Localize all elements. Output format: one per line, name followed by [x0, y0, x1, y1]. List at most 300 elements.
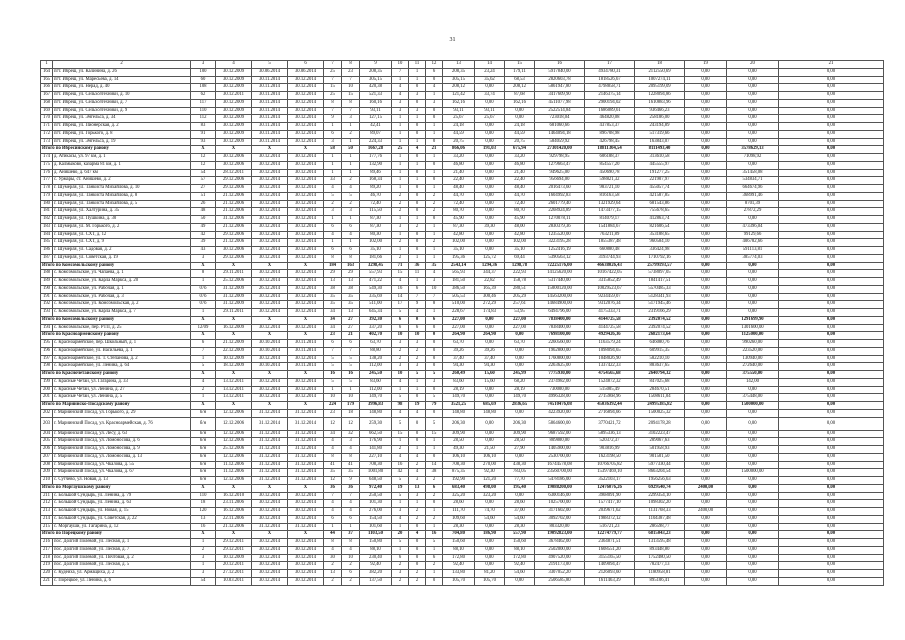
table-cell: 1667,28 — [360, 146, 392, 154]
table-cell: с. Урмары, ст. Анишево, д. 2 — [53, 177, 191, 185]
table-cell: 0,00 — [685, 469, 727, 477]
table-cell: 28,30 — [443, 523, 475, 531]
table-cell: б/н — [191, 469, 216, 477]
table-cell: 0,00 — [727, 161, 779, 169]
table-cell: 375448,00 — [727, 394, 779, 402]
table-cell: 92,40 — [360, 562, 392, 570]
table-cell: 169 — [41, 107, 53, 115]
table-cell: 35,10 — [505, 247, 535, 255]
table-cell: 181,50 — [443, 278, 475, 286]
table-cell: 29.12.2006 — [216, 177, 252, 185]
table-cell: 30.12.2014 — [252, 200, 288, 208]
table-cell: с. Комсомольское, ул. Карла Маркса, д. 20 — [53, 278, 191, 286]
table-cell: 222,93 — [505, 270, 535, 278]
table-cell: 305,15 — [443, 76, 475, 84]
table-cell: с. Красные Четаи, ул. Ленина, д. 27 — [53, 386, 191, 394]
table-cell: 2 — [392, 239, 409, 247]
table-cell: 1294,36 — [475, 262, 505, 270]
table-cell: 3 — [191, 254, 216, 262]
table-row — [41, 301, 884, 309]
table-cell: 0,00 — [685, 332, 727, 340]
table-cell: 16 — [342, 371, 360, 379]
table-cell: 27301420,00 — [535, 146, 585, 154]
table-cell: г. Мариинский Посад, ул. Чкалова, д. 67 — [53, 469, 191, 477]
table-cell: 1 — [409, 278, 426, 286]
table-cell: 2 — [426, 239, 443, 247]
table-cell: 71 — [392, 262, 409, 270]
table-cell: 4 — [426, 270, 443, 278]
table-cell: 3 — [191, 570, 216, 578]
table-cell: 0,00 — [727, 285, 779, 293]
table-cell: 212 — [41, 500, 53, 508]
table-cell: X — [191, 146, 216, 154]
table-cell: 154,50 — [360, 515, 392, 523]
table-cell: 0,00 — [779, 115, 884, 123]
table-cell: 0 — [426, 332, 443, 340]
table-cell: 30.12.2009 — [216, 138, 252, 146]
table-row — [41, 200, 884, 208]
table-cell: 2 — [392, 577, 409, 585]
table-cell: 0,00 — [727, 430, 779, 438]
table-cell: 0 — [409, 523, 426, 531]
table-cell: 1 — [191, 539, 216, 547]
table-cell: 5 — [342, 192, 360, 200]
table-cell: 28,50 — [505, 438, 535, 446]
table-cell: 0 — [409, 192, 426, 200]
table-cell: 1 — [392, 161, 409, 169]
table-cell: 173 — [41, 138, 53, 146]
table-cell: 1 — [426, 223, 443, 231]
table-cell: X — [252, 146, 288, 154]
table-cell: 31.12.2014 — [252, 469, 288, 477]
table-cell: 2 — [426, 192, 443, 200]
table-cell: 31.12.2014 — [288, 417, 324, 430]
table-cell: 5390563,12 — [535, 254, 585, 262]
table-cell: 3 — [409, 492, 426, 500]
table-cell: 39,30 — [475, 223, 505, 231]
table-cell: 106,10 — [443, 453, 475, 461]
table-cell: 12 — [324, 417, 342, 430]
table-cell: 93 — [191, 138, 216, 146]
table-cell: 10.12.2009 — [216, 355, 252, 363]
table-cell: 0,00 — [779, 208, 884, 216]
table-cell: 2601779,40 — [535, 200, 585, 208]
table-cell: 5 — [392, 492, 409, 500]
table-cell: 5 — [324, 378, 342, 386]
table-cell: 35,10 — [443, 247, 475, 255]
table-cell: 0,00 — [685, 355, 727, 363]
table-cell: 72,40 — [443, 200, 475, 208]
table-cell: б/н — [191, 417, 216, 430]
table-cell: 219 — [41, 562, 53, 570]
table-cell: 309,90 — [505, 430, 535, 438]
table-cell: г. Мариинский Посад, ул. Красноармейская, д. 76 — [53, 417, 191, 430]
table-cell: 192,90 — [443, 477, 475, 485]
table-cell: 6 — [324, 515, 342, 523]
table-cell: 24995385,82 — [635, 402, 685, 410]
table-cell: 0,00 — [727, 577, 779, 585]
table-cell: 10 — [392, 332, 409, 340]
table-cell: 93,11 — [475, 107, 505, 115]
table-row — [41, 570, 884, 578]
table-cell: 12.12.2006 — [216, 477, 252, 485]
table-cell: 0,00 — [779, 523, 884, 531]
table-cell: 1 — [342, 386, 360, 394]
table-cell: 30.12.2014 — [288, 546, 324, 554]
table-cell: 0,00 — [779, 76, 884, 84]
table-cell: 0,00 — [727, 417, 779, 430]
table-cell: 0,00 — [727, 570, 779, 578]
table-cell: 245,50 — [360, 371, 392, 379]
table-cell: 132,90 — [360, 161, 392, 169]
table-cell: 260,49 — [443, 371, 475, 379]
table-cell: 23560700,00 — [535, 469, 585, 477]
table-cell: 7775930,00 — [535, 371, 585, 379]
table-cell: 12.12.2006 — [216, 453, 252, 461]
table-cell: 0,00 — [685, 107, 727, 115]
table-cell: 29.11.2011 — [216, 270, 252, 278]
table-cell: 30.12.2014 — [252, 301, 288, 309]
table-cell: 63,70 — [360, 340, 392, 348]
table-cell: 83 — [191, 123, 216, 131]
table-body — [41, 61, 884, 586]
table-cell: 30.12.2014 — [288, 301, 324, 309]
table-cell: 30.12.2014 — [252, 154, 288, 162]
table-cell: 206,30 — [443, 417, 475, 430]
table-cell: X — [252, 332, 288, 340]
table-cell: 31.12.2014 — [252, 430, 288, 438]
table-cell: 0,00 — [779, 417, 884, 430]
table-cell: 803320,00 — [535, 523, 585, 531]
table-cell: 2094178,28 — [635, 417, 685, 430]
table-cell: 0,00 — [779, 453, 884, 461]
table-cell: 83,60 — [360, 378, 392, 386]
table-cell: 31.12.2014 — [288, 477, 324, 485]
table-cell: 313610,58 — [635, 154, 685, 162]
table-cell: 2820603,78 — [535, 76, 585, 84]
table-cell: 1608551,20 — [585, 546, 635, 554]
table-cell: 30.12.2014 — [288, 492, 324, 500]
table-cell: 45036392,44 — [585, 402, 635, 410]
table-cell: 704,80 — [443, 531, 475, 539]
table-cell: 36 — [342, 484, 360, 492]
table-cell: 0 — [426, 409, 443, 417]
table-cell: 230,40 — [360, 554, 392, 562]
table-cell: 0 — [426, 386, 443, 394]
table-row — [41, 76, 884, 84]
table-cell: 48 — [191, 208, 216, 216]
table-cell: 2 — [191, 546, 216, 554]
table-row — [41, 430, 884, 438]
table-cell: 0,00 — [685, 546, 727, 554]
table-cell: 3 — [409, 107, 426, 115]
table-cell: 2191173,00 — [535, 562, 585, 570]
table-cell: 0,00 — [727, 278, 779, 286]
table-cell: 6929540,74 — [635, 484, 685, 492]
table-cell: 1321929,64 — [585, 200, 635, 208]
table-cell: 257,61 — [505, 301, 535, 309]
table-cell: X — [191, 402, 216, 410]
table-cell: 48,40 — [443, 185, 475, 193]
table-cell: с. Красноармейское, пер. Школьный, д. 1 — [53, 340, 191, 348]
table-cell: 2 — [324, 577, 342, 585]
table-cell: 158,78 — [505, 278, 535, 286]
table-cell: 51 — [191, 192, 216, 200]
table-cell: 3298,45 — [360, 262, 392, 270]
table-cell: 89,20 — [360, 185, 392, 193]
table-cell: 646080,76 — [635, 340, 685, 348]
table-cell: 14684900,00 — [535, 301, 585, 309]
table-cell: 0,00 — [779, 99, 884, 107]
table-cell: 0,00 — [475, 562, 505, 570]
table-cell: 1301600,00 — [727, 324, 779, 332]
table-cell: 120 — [191, 508, 216, 516]
table-cell: 1 — [426, 508, 443, 516]
table-row — [41, 285, 884, 293]
table-cell: 38 — [342, 285, 360, 293]
table-cell: 22.11.2006 — [216, 515, 252, 523]
table-cell: 0,00 — [779, 293, 884, 301]
table-row — [41, 270, 884, 278]
table-cell: 141,80 — [360, 446, 392, 454]
table-cell: 30.12.2014 — [252, 386, 288, 394]
table-row — [41, 508, 884, 516]
table-cell: Итого по Комсомольскому району — [41, 262, 191, 270]
table-cell: 5128341,93 — [635, 293, 685, 301]
table-cell: 10.03.2011 — [216, 577, 252, 585]
table-cell: 325,20 — [443, 492, 475, 500]
table-cell: 1098094,65 — [585, 347, 635, 355]
table-cell: 1 — [426, 92, 443, 100]
table-cell: пгт. Ибреш, ул. Энгельса, д. 34 — [53, 115, 191, 123]
table-cell: 30.12.2014 — [288, 76, 324, 84]
table-cell: 16 — [324, 371, 342, 379]
table-cell: 203 — [41, 417, 53, 430]
table-cell: 54,60 — [505, 570, 535, 578]
table-cell: 30.12.2014 — [252, 355, 288, 363]
table-cell: 406782,66 — [727, 239, 779, 247]
table-cell: 0,00 — [779, 107, 884, 115]
table-cell: 2016473,60 — [535, 185, 585, 193]
table-cell: 4 — [392, 515, 409, 523]
table-cell: 0,00 — [685, 208, 727, 216]
table-cell: 68,53 — [505, 76, 535, 84]
table-cell: 34 — [324, 324, 342, 332]
table-cell: 0,00 — [727, 500, 779, 508]
table-cell: 30.12.2014 — [288, 192, 324, 200]
table-cell: 1228094,86 — [635, 92, 685, 100]
table-cell: 0,00 — [779, 130, 884, 138]
table-cell: 167 — [41, 92, 53, 100]
table-cell: 32 — [342, 430, 360, 438]
district-total-row — [41, 371, 884, 379]
table-cell: 11.12.2006 — [216, 469, 252, 477]
table-cell: 191,03 — [475, 146, 505, 154]
table-cell: 284670,51 — [635, 386, 685, 394]
table-cell: 0,00 — [685, 293, 727, 301]
table-cell: 30.12.2009 — [216, 84, 252, 92]
table-cell: г. Шумерля, ул. Советская, д. 19 — [53, 254, 191, 262]
table-cell: 1180958,81 — [635, 570, 685, 578]
table-cell: 30.12.2009 — [216, 115, 252, 123]
table-cell: 245,99 — [505, 371, 535, 379]
table-cell: 25 — [324, 92, 342, 100]
table-cell: 280,51 — [505, 285, 535, 293]
table-cell: 2146375,14 — [585, 92, 635, 100]
table-cell: 2522514,84 — [535, 107, 585, 115]
table-cell: 0,00 — [685, 154, 727, 162]
table-cell: 0,00 — [475, 99, 505, 107]
table-cell: 2 — [426, 477, 443, 485]
table-cell: 88,10 — [505, 546, 535, 554]
table-cell: 0,00 — [475, 430, 505, 438]
table-cell: 42,41 — [360, 123, 392, 131]
table-cell: 5 — [426, 417, 443, 430]
table-cell: 1 — [426, 546, 443, 554]
table-cell: 25 — [324, 68, 342, 76]
table-cell: 190 — [41, 285, 53, 293]
table-cell: 6 — [324, 340, 342, 348]
table-cell: 0,00 — [685, 409, 727, 417]
table-cell: 2543,14 — [443, 262, 475, 270]
table-cell: 1500000,00 — [727, 402, 779, 410]
table-cell: 0,00 — [779, 324, 884, 332]
table-cell: 0,00 — [475, 161, 505, 169]
table-cell: 19 — [409, 402, 426, 410]
table-cell: 174,83 — [475, 309, 505, 317]
table-cell: Итого по Мариинско-Посадскому району — [41, 402, 191, 410]
table-cell: 0 — [426, 355, 443, 363]
table-cell: 54 — [191, 577, 216, 585]
table-cell: 31.12.2014 — [252, 409, 288, 417]
table-cell: 0,00 — [475, 523, 505, 531]
table-cell: 392,30 — [360, 316, 392, 324]
table-cell: 7 — [342, 76, 360, 84]
table-row — [41, 469, 884, 477]
table-cell: 2 — [409, 461, 426, 469]
table-cell: 30.12.2014 — [288, 115, 324, 123]
table-cell: 4 — [324, 508, 342, 516]
table-cell: 0,00 — [505, 577, 535, 585]
table-cell: 4 — [342, 508, 360, 516]
table-cell: 3 — [409, 92, 426, 100]
table-cell: 30.12.2014 — [252, 554, 288, 562]
table-cell: 6 — [409, 324, 426, 332]
table-cell: 0 — [409, 169, 426, 177]
table-cell: 20 — [727, 61, 779, 69]
table-cell: X — [191, 531, 216, 539]
table-cell: 0 — [409, 154, 426, 162]
table-cell: 54,60 — [505, 515, 535, 523]
table-cell: 4 — [392, 278, 409, 286]
table-cell: 1464094,18 — [535, 130, 585, 138]
table-cell: 0,00 — [779, 185, 884, 193]
table-cell: 3 — [392, 363, 409, 371]
table-cell: 368991,46 — [727, 192, 779, 200]
table-cell: 0,00 — [727, 270, 779, 278]
table-cell: 1 — [409, 254, 426, 262]
table-cell: 15 — [324, 84, 342, 92]
table-cell: 5861947,80 — [535, 84, 585, 92]
table-cell: 534834,71 — [727, 177, 779, 185]
table-cell: 3 — [392, 508, 409, 516]
table-cell: г. Мариинский Посад, ул. Ломоносова, д. 6 — [53, 438, 191, 446]
table-cell: 3102223,47 — [635, 430, 685, 438]
table-cell: пгт. Ибреш, ул. Пионерская, д. 2 — [53, 123, 191, 131]
table-cell: 34 — [324, 309, 342, 317]
table-cell: 883637,65 — [635, 363, 685, 371]
table-cell: 1 — [191, 309, 216, 317]
table-cell: 20.12.2011 — [216, 562, 252, 570]
table-cell: 5 — [324, 192, 342, 200]
table-cell: 276,00 — [360, 508, 392, 516]
table-cell: 1 — [392, 247, 409, 255]
table-cell: 30.12.2009 — [216, 123, 252, 131]
table-cell: 2364871,51 — [585, 539, 635, 547]
table-cell: 7 — [324, 76, 342, 84]
table-cell: 31.12.2014 — [288, 453, 324, 461]
table-cell: 45,90 — [443, 216, 475, 224]
table-cell: 31.12.2014 — [252, 523, 288, 531]
table-cell: 54,60 — [475, 515, 505, 523]
table-cell: 19092823,00 — [535, 531, 585, 539]
table-cell: 5 — [191, 363, 216, 371]
table-cell: 1508611,04 — [635, 394, 685, 402]
table-cell: 175 — [41, 161, 53, 169]
table-cell: 0,00 — [779, 146, 884, 154]
table-cell: 16 — [535, 61, 585, 69]
table-cell: с. Комсомольское, ул. Чапаева, д. 1 — [53, 270, 191, 278]
table-cell: 49 — [191, 223, 216, 231]
table-cell: 22.12.2009 — [216, 347, 252, 355]
table-cell: 1 — [392, 546, 409, 554]
table-cell: 30.12.2006 — [216, 161, 252, 169]
table-cell: 27 — [191, 185, 216, 193]
table-cell: 208,35 — [443, 68, 475, 76]
table-cell: X — [216, 371, 252, 379]
table-cell: 6 — [409, 285, 426, 293]
table-cell: 21.12.2006 — [216, 523, 252, 531]
table-cell: 7 — [324, 347, 342, 355]
table-row — [41, 523, 884, 531]
table-cell: 92,40 — [443, 562, 475, 570]
table-row — [41, 340, 884, 348]
table-cell: 30.12.2014 — [252, 177, 288, 185]
table-cell: 22,40 — [443, 177, 475, 185]
table-cell: 30.11.2014 — [288, 347, 324, 355]
table-cell: 19088200,00 — [535, 484, 585, 492]
table-cell: 208,12 — [505, 84, 535, 92]
table-cell: 198 — [41, 363, 53, 371]
district-total-row — [41, 531, 884, 539]
table-cell: 4907520,00 — [535, 554, 585, 562]
table-cell: 895106,41 — [635, 577, 685, 585]
table-cell: 0 — [426, 216, 443, 224]
table-cell: 150,80 — [360, 539, 392, 547]
table-cell: 3522103,17 — [585, 477, 635, 485]
table-cell: 258186,00 — [635, 115, 685, 123]
housing-registry-table — [40, 60, 884, 586]
table-cell: 1 — [392, 386, 409, 394]
table-cell: 2 — [426, 492, 443, 500]
table-cell: 0,00 — [779, 539, 884, 547]
table-cell: 6 — [426, 68, 443, 76]
table-cell: 1 — [426, 185, 443, 193]
table-cell: 645,34 — [360, 309, 392, 317]
table-cell: д. Калмыково, казарма 81 км, д. 1 — [53, 161, 191, 169]
table-cell: 43 — [191, 247, 216, 255]
table-cell: 3 — [324, 208, 342, 216]
